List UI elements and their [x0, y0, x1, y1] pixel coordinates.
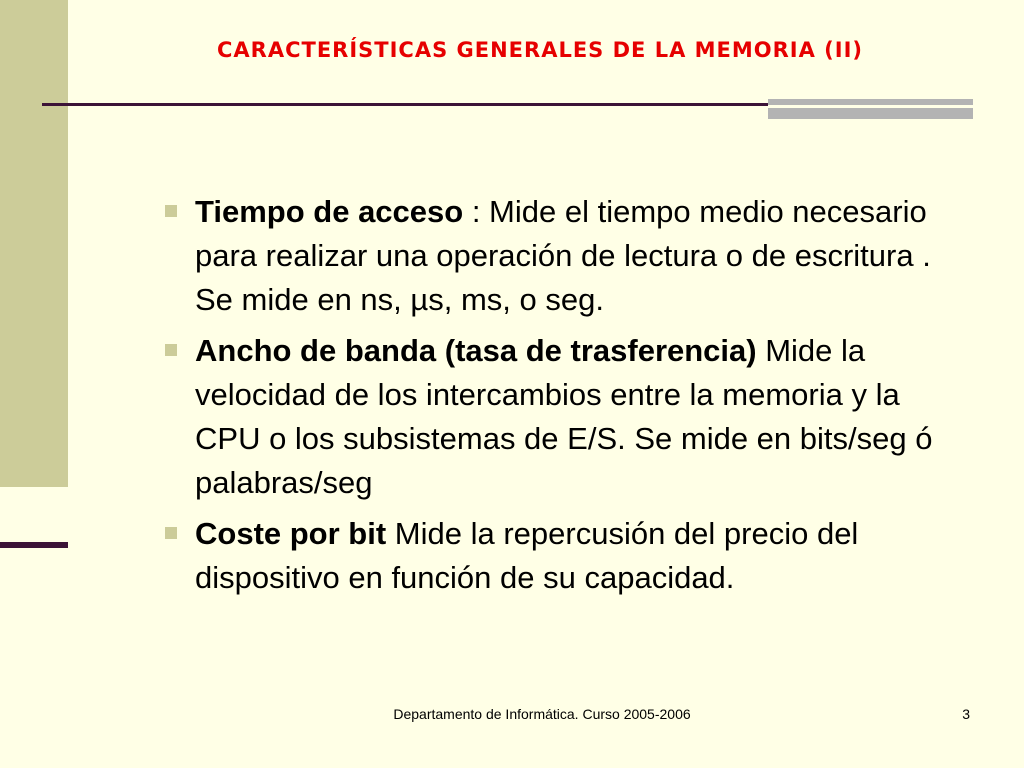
footer-text: Departamento de Informática. Curso 2005-2006: [393, 706, 691, 722]
bullet-item-tiempo-de-acceso: [160, 190, 960, 322]
left-decorative-bar: [0, 0, 68, 487]
square-bullet-icon: [165, 527, 177, 539]
bullet-term: Tiempo de acceso: [195, 194, 464, 229]
page-number: 3: [962, 706, 970, 722]
bullet-text: Mide la repercusión del precio del dispositivo en función de su capacidad.: [195, 516, 859, 595]
bullet-item-ancho-de-banda: [160, 329, 960, 505]
bullet-text: Mide la velocidad de los intercambios entre la memoria y la CPU o los subsistemas de E/S. Se mide en bits/seg ó palabras/seg: [195, 333, 933, 500]
bullet-item-coste-por-bit: [160, 512, 960, 600]
bullet-text: : Mide el tiempo medio necesario para realizar una operación de lectura o de escritura . Se mide en ns, µs, ms, o seg.: [195, 194, 931, 317]
slide-title: CARACTERÍSTICAS GENERALES DE LA MEMORIA (II): [217, 38, 863, 62]
bullet-list: [160, 190, 960, 607]
square-bullet-icon: [165, 205, 177, 217]
bullet-term: Ancho de banda (tasa de trasferencia): [195, 333, 757, 368]
square-bullet-icon: [165, 344, 177, 356]
bullet-term: Coste por bit: [195, 516, 387, 551]
title-underline-gray-bars: [768, 99, 973, 119]
left-accent-line: [0, 542, 68, 548]
title-underline: [42, 103, 768, 106]
